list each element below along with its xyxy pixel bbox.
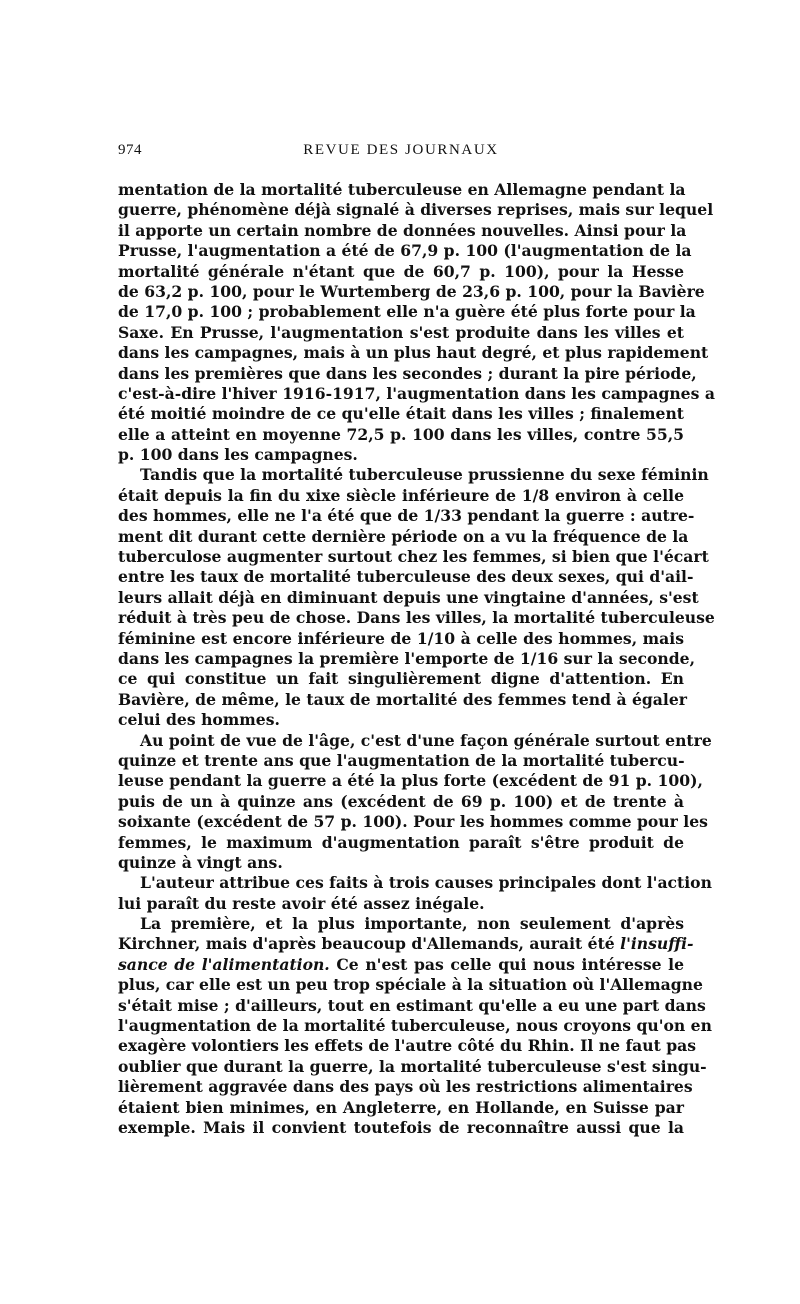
text-line: l'augmentation de la mortalité tuberculeuse, nous croyons qu'on en (118, 1016, 712, 1036)
text-line: elle a atteint en moyenne 72,5 p. 100 dans les villes, contre 55,5 (118, 424, 684, 444)
text-line: quinze et trente ans que l'augmentation de la mortalité tubercu- (118, 750, 685, 770)
text-fragment: Ce n'est pas celle qui nous intéresse le (329, 954, 685, 974)
text-line: de 63,2 p. 100, pour le Wurtemberg de 23,6 p. 100, pour la Bavière (118, 281, 705, 301)
text-line: féminine est encore inférieure de 1/10 à celle des hommes, mais (118, 628, 684, 648)
text-line: lièrement aggravée dans des pays où les restrictions alimentaires (118, 1077, 693, 1097)
article-body (118, 180, 715, 1138)
text-line-with-italic (118, 934, 694, 954)
italic-text: sance de l'alimentation. (118, 954, 330, 974)
running-title: REVUE DES JOURNAUX (303, 142, 499, 158)
text-line: c'est-à-dire l'hiver 1916-1917, l'augmentation dans les campagnes a (118, 383, 715, 403)
text-line: femmes, le maximum d'augmentation paraît s'être produit de (118, 832, 684, 852)
text-line: plus, car elle est un peu trop spéciale à la situation où l'Allemagne (118, 975, 703, 995)
page-number: 974 (118, 142, 142, 158)
text-fragment: Kirchner, mais d'après beaucoup d'Allemands, aurait été (118, 934, 621, 954)
text-line: oublier que durant la guerre, la mortalité tuberculeuse s'est singu- (118, 1056, 707, 1076)
text-line: Bavière, de même, le taux de mortalité des femmes tend à égaler (118, 689, 687, 709)
text-line: mentation de la mortalité tuberculeuse en Allemagne pendant la (118, 180, 686, 199)
text-line: ce qui constitue un fait singulièrement digne d'attention. En (118, 669, 684, 689)
text-line: mortalité générale n'étant que de 60,7 p. 100), pour la Hesse (118, 261, 684, 281)
text-line: réduit à très peu de chose. Dans les villes, la mortalité tuberculeuse (118, 608, 715, 628)
paragraph-start-line: L'auteur attribue ces faits à trois causes principales dont l'action (140, 873, 712, 893)
italic-text: l'insuffi- (620, 934, 694, 954)
paragraph-start-line: Au point de vue de l'âge, c'est d'une façon générale surtout entre (140, 730, 712, 750)
text-line: soixante (excédent de 57 p. 100). Pour les hommes comme pour les (118, 812, 708, 832)
text-line-with-italic (118, 955, 684, 975)
text-line: Prusse, l'augmentation a été de 67,9 p. 100 (l'augmentation de la (118, 241, 692, 261)
text-line: celui des hommes. (118, 710, 280, 730)
text-line: quinze à vingt ans. (118, 852, 283, 872)
text-line: dans les premières que dans les secondes ; durant la pire période, (118, 363, 697, 383)
text-line: exemple. Mais il convient toutefois de reconnaître aussi que la (118, 1117, 684, 1137)
text-line: entre les taux de mortalité tuberculeuse des deux sexes, qui d'ail- (118, 567, 694, 587)
text-line: leurs allait déjà en diminuant depuis une vingtaine d'années, s'est (118, 587, 699, 607)
text-line: étaient bien minimes, en Angleterre, en Hollande, en Suisse par (118, 1097, 684, 1117)
page-header (118, 142, 684, 166)
text-line: p. 100 dans les campagnes. (118, 445, 358, 465)
text-line: leuse pendant la guerre a été la plus forte (excédent de 91 p. 100), (118, 771, 703, 791)
paragraph-start-line: Tandis que la mortalité tuberculeuse prussienne du sexe féminin (140, 465, 709, 485)
paragraph-start-line: La première, et la plus importante, non seulement d'après (140, 914, 684, 934)
text-line: il apporte un certain nombre de données nouvelles. Ainsi pour la (118, 220, 687, 240)
text-line: lui paraît du reste avoir été assez inégale. (118, 893, 485, 913)
text-line: était depuis la fin du xixe siècle inférieure de 1/8 environ à celle (118, 485, 684, 505)
text-line: dans les campagnes la première l'emporte de 1/16 sur la seconde, (118, 648, 696, 668)
text-line: Saxe. En Prusse, l'augmentation s'est produite dans les villes et (118, 322, 684, 342)
text-line: guerre, phénomène déjà signalé à diverses reprises, mais sur lequel (118, 200, 714, 220)
text-line: de 17,0 p. 100 ; probablement elle n'a guère été plus forte pour la (118, 302, 696, 322)
text-line: s'était mise ; d'ailleurs, tout en estimant qu'elle a eu une part dans (118, 995, 706, 1015)
text-line: exagère volontiers les effets de l'autre côté du Rhin. Il ne faut pas (118, 1036, 697, 1056)
text-line: dans les campagnes, mais à un plus haut degré, et plus rapidement (118, 343, 709, 363)
text-line: tuberculose augmenter surtout chez les femmes, si bien que l'écart (118, 547, 709, 567)
text-line: été moitié moindre de ce qu'elle était dans les villes ; finalement (118, 404, 684, 424)
text-line: ment dit durant cette dernière période on a vu la fréquence de la (118, 526, 689, 546)
text-line: puis de un à quinze ans (excédent de 69 p. 100) et de trente à (118, 791, 684, 811)
text-line: des hommes, elle ne l'a été que de 1/33 pendant la guerre : autre- (118, 506, 695, 526)
